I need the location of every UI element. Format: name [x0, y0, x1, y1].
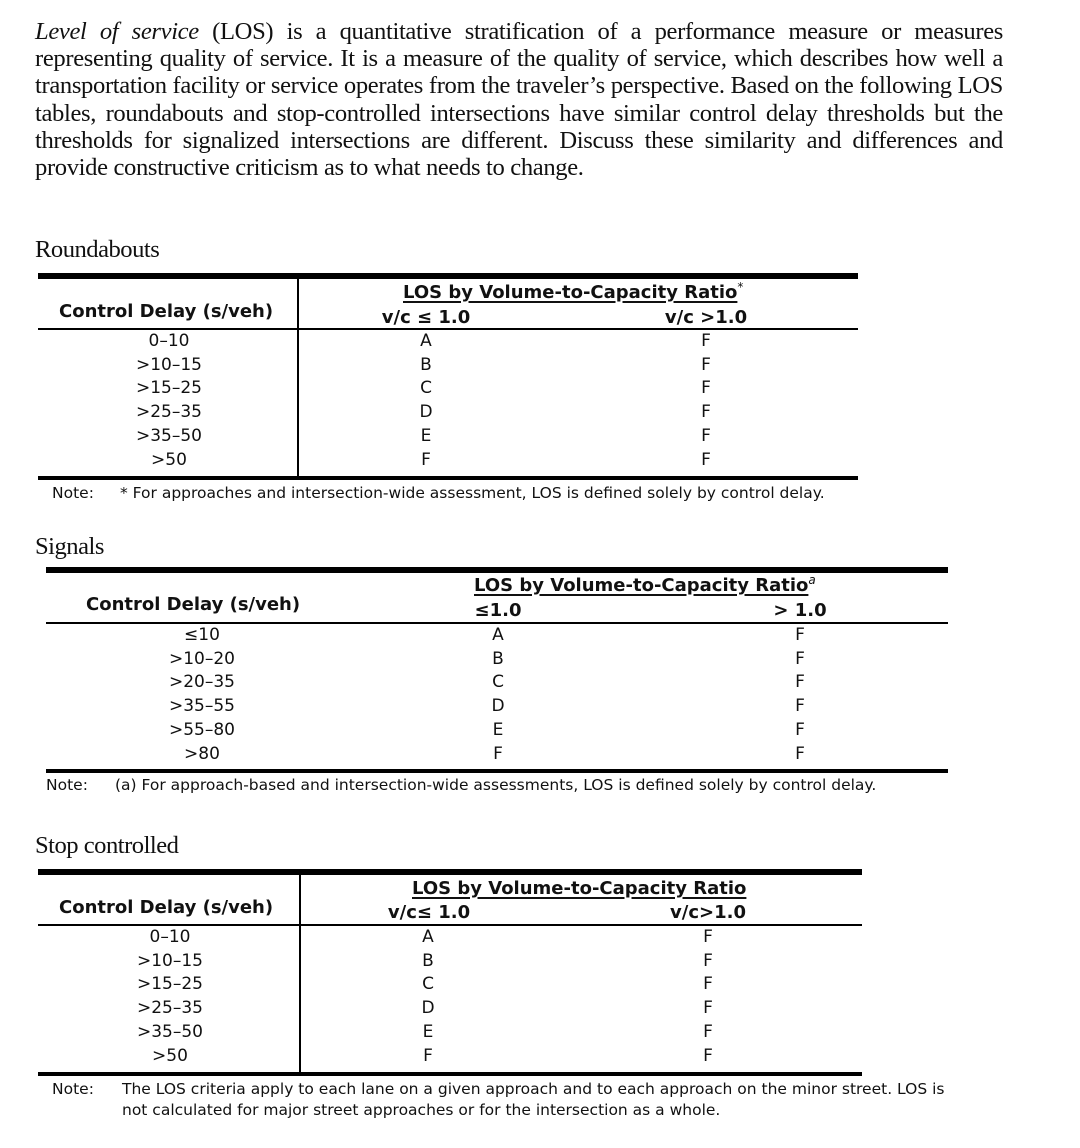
table-row: [46, 744, 948, 768]
los-low-vc-cell: C: [492, 672, 504, 693]
col-vc-gt-1: v/c >1.0: [664, 307, 748, 328]
col-vc-le-1: v/c≤ 1.0: [387, 902, 471, 923]
los-high-vc-cell: F: [701, 331, 711, 351]
los-low-vc-cell: E: [492, 719, 504, 740]
table-row: [38, 378, 858, 402]
table-row: [38, 927, 862, 951]
note-label: Note:: [52, 1080, 94, 1098]
los-low-vc-cell: A: [492, 625, 504, 645]
los-group-header-text: LOS by Volume-to-Capacity Ratio: [403, 282, 738, 303]
control-delay-cell: >55–80: [168, 719, 236, 740]
table-row: [38, 450, 858, 474]
note-text-line-2: not calculated for major street approaches or for the intersection as a whole.: [122, 1101, 721, 1119]
los-group-header: [474, 575, 816, 596]
col-vc-le-1: v/c ≤ 1.0: [381, 307, 471, 328]
header-rule: [46, 622, 948, 624]
los-low-vc-cell: A: [422, 927, 434, 947]
los-high-vc-cell: F: [701, 378, 711, 399]
los-high-vc-cell: F: [703, 950, 713, 971]
los-high-vc-cell: F: [701, 425, 711, 446]
table-row: [38, 1046, 862, 1070]
table-row: [38, 998, 862, 1022]
control-delay-header: Control Delay (s/veh): [86, 594, 301, 615]
intro-paragraph: [35, 18, 1003, 181]
table-row: [46, 720, 948, 744]
control-delay-cell: >15–25: [136, 974, 204, 995]
table-row: [46, 625, 948, 649]
control-delay-cell: >10–20: [168, 648, 236, 669]
los-low-vc-cell: C: [422, 974, 434, 995]
los-high-vc-cell: F: [701, 354, 711, 375]
los-high-vc-cell: F: [795, 625, 805, 645]
header-rule: [38, 924, 862, 926]
table-top-rule: [38, 869, 862, 875]
control-delay-cell: >50: [151, 449, 187, 470]
los-low-vc-cell: D: [421, 998, 435, 1019]
los-low-vc-cell: E: [422, 1021, 434, 1042]
los-high-vc-cell: F: [795, 743, 805, 764]
footnote-mark: *: [737, 280, 744, 294]
los-low-vc-cell: D: [419, 402, 433, 423]
col-vc-gt-1: v/c>1.0: [670, 902, 746, 923]
table-row: [46, 649, 948, 673]
los-low-vc-cell: E: [420, 425, 432, 446]
control-delay-cell: >35–50: [136, 1021, 204, 1042]
table-row: [38, 951, 862, 975]
los-high-vc-cell: F: [703, 1021, 713, 1042]
los-high-vc-cell: F: [795, 696, 805, 717]
note-text: * For approaches and intersection-wide assessment, LOS is defined solely by control delay.: [120, 484, 825, 502]
note-text: (a) For approach-based and intersection-wide assessments, LOS is defined solely by control delay.: [115, 776, 877, 794]
table-row: [38, 331, 858, 355]
table-row: [38, 1022, 862, 1046]
note-text-line-1: The LOS criteria apply to each lane on a given approach and to each approach on the minor street. LOS is: [122, 1080, 945, 1098]
control-delay-cell: ≤10: [184, 625, 220, 645]
los-high-vc-cell: F: [795, 672, 805, 693]
los-high-vc-cell: F: [703, 998, 713, 1019]
control-delay-cell: >10–15: [136, 950, 204, 971]
intro-text: (LOS) is a quantitative stratification of a performance measure or measures representing quality of service. It is a measure of the quality of service, which describes how well a transportation facility or service operates from the traveler’s perspective. Based on the following LOS tables, roundabouts and stop-controlled intersections have similar control delay thresholds but the thresholds for signalized intersections are different. Discuss these similarity and differences and provide constructive criticism as to what needs to change.: [35, 18, 1003, 182]
control-delay-cell: 0–10: [149, 927, 191, 947]
los-low-vc-cell: B: [492, 648, 504, 669]
intro-term: Level of service: [35, 18, 199, 45]
signals-title: Signals: [35, 533, 104, 560]
table-row: [38, 426, 858, 450]
control-delay-cell: 0–10: [148, 331, 190, 351]
los-high-vc-cell: F: [703, 1045, 713, 1066]
note-label: Note:: [52, 484, 94, 502]
table-row: [38, 974, 862, 998]
stop-controlled-title: Stop controlled: [35, 832, 179, 859]
los-high-vc-cell: F: [795, 648, 805, 669]
control-delay-cell: >20–35: [168, 672, 236, 693]
control-delay-cell: >10–15: [135, 354, 203, 375]
table-row: [46, 672, 948, 696]
col-le-1: ≤1.0: [474, 600, 522, 621]
los-low-vc-cell: D: [491, 696, 505, 717]
table-bottom-rule: [46, 769, 948, 773]
roundabouts-title: Roundabouts: [35, 236, 160, 263]
los-low-vc-cell: C: [420, 378, 432, 399]
los-group-header: LOS by Volume-to-Capacity Ratio: [412, 878, 747, 899]
control-delay-cell: >80: [184, 743, 220, 764]
los-low-vc-cell: B: [422, 950, 434, 971]
table-top-rule: [38, 273, 858, 279]
stop-controlled-table: [38, 869, 862, 1079]
control-delay-cell: >25–35: [136, 998, 204, 1019]
control-delay-header: Control Delay (s/veh): [59, 897, 274, 918]
table-row: [46, 696, 948, 720]
los-low-vc-cell: F: [421, 449, 431, 470]
control-delay-header: Control Delay (s/veh): [59, 301, 274, 322]
table-bottom-rule: [38, 476, 858, 480]
note-label: Note:: [46, 776, 88, 794]
los-low-vc-cell: B: [420, 354, 432, 375]
los-group-header-text: LOS by Volume-to-Capacity Ratio: [474, 575, 809, 596]
control-delay-cell: >25–35: [135, 402, 203, 423]
control-delay-cell: >50: [152, 1045, 188, 1066]
col-gt-1: > 1.0: [773, 600, 827, 621]
los-high-vc-cell: F: [795, 719, 805, 740]
los-group-header: [403, 282, 743, 303]
los-high-vc-cell: F: [703, 974, 713, 995]
control-delay-cell: >15–25: [135, 378, 203, 399]
footnote-mark: a: [808, 573, 816, 587]
los-high-vc-cell: F: [701, 449, 711, 470]
roundabouts-table: [38, 273, 858, 483]
los-high-vc-cell: F: [703, 927, 713, 947]
los-high-vc-cell: F: [701, 402, 711, 423]
control-delay-cell: >35–50: [135, 425, 203, 446]
table-bottom-rule: [38, 1072, 862, 1076]
los-low-vc-cell: A: [420, 331, 432, 351]
los-low-vc-cell: F: [493, 743, 503, 764]
table-row: [38, 402, 858, 426]
header-rule: [38, 328, 858, 330]
table-row: [38, 355, 858, 379]
signals-table: [46, 567, 948, 777]
control-delay-cell: >35–55: [168, 696, 236, 717]
los-low-vc-cell: F: [423, 1045, 433, 1066]
